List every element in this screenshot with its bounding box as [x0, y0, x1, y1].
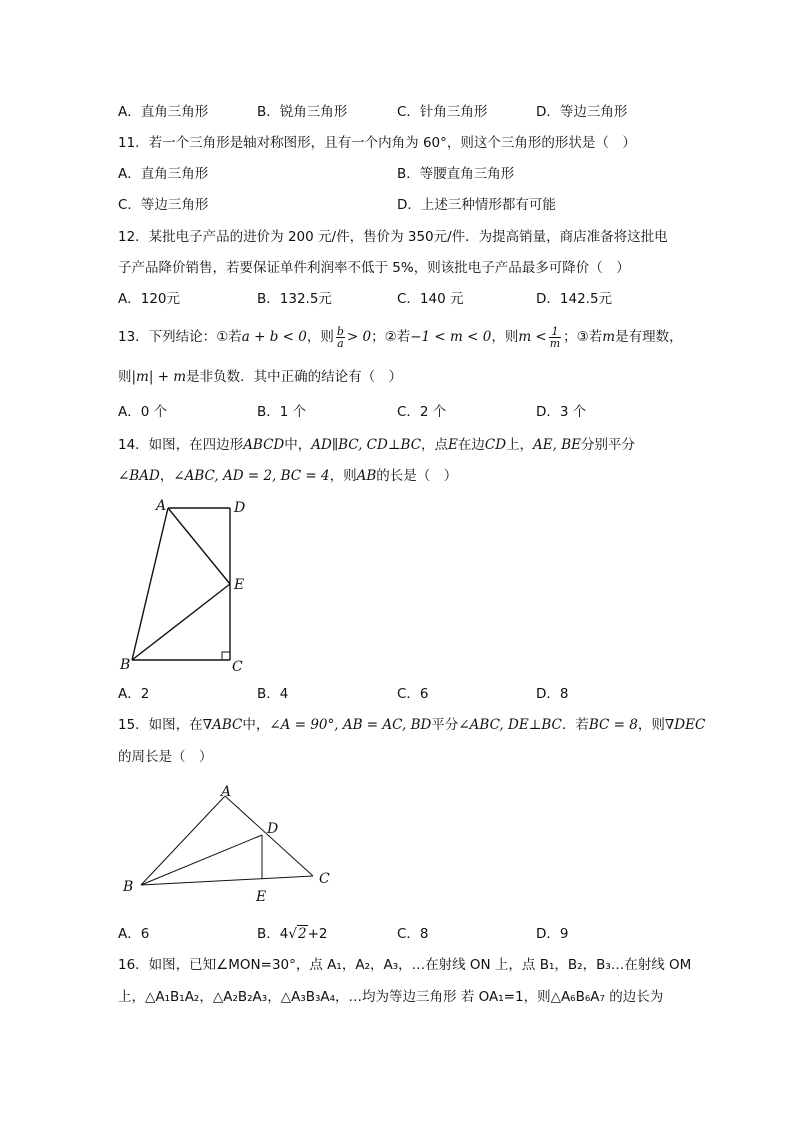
q12-option-d: D．142.5元 [536, 291, 613, 307]
q14-l1-c: ，点 [421, 437, 449, 453]
q14-option-c: C．6 [397, 686, 429, 702]
q13-prefix: 13．下列结论： [118, 329, 217, 345]
q15-option-b-suffix: +2 [307, 926, 328, 942]
q15-l1-m4: BC = 8 [588, 717, 638, 733]
q13-frac2-numerator: 1 [549, 326, 561, 338]
q13-part3-label: ；③若 [563, 329, 603, 345]
q14-l1-a: 14．如图，在四边形 [118, 437, 244, 453]
q10-option-a: A．直角三角形 [118, 104, 209, 120]
q15-option-a: A．6 [118, 926, 150, 942]
q15-l1-m5: ∇DEC [664, 717, 706, 733]
q15-l1-d: ．若 [561, 717, 589, 733]
q15-option-b-radicand: 2 [297, 926, 307, 942]
q13-option-a: A．0 个 [118, 404, 168, 420]
q14-option-a: A．2 [118, 686, 150, 702]
q14-l2-m3: AB [356, 468, 377, 484]
q13-part2-m: m < [518, 329, 547, 345]
q11-option-a: A．直角三角形 [118, 166, 209, 182]
q14-l1-m2: AD∥BC, CD⊥BC [311, 437, 422, 453]
q15-label-c: C [319, 871, 330, 887]
q14-l1-f: 分别平分 [581, 437, 636, 453]
q13-stem-line1 [118, 322, 683, 352]
q13-stem-line2 [118, 367, 402, 387]
q14-label-d: D [234, 500, 246, 516]
q15-stem-line2: 的周长是（ ） [118, 749, 213, 765]
q13-fraction-1-over-m [549, 326, 561, 349]
q13-fraction-b-over-a [336, 326, 345, 349]
q14-l2-m1: ∠BAD [118, 468, 160, 484]
q14-option-b: B．4 [257, 686, 289, 702]
q10-option-c: C．针角三角形 [397, 104, 488, 120]
q15-l1-m2: ∠A = 90°, AB = AC, BD [269, 717, 432, 733]
q13-frac2-denominator: m [549, 336, 561, 350]
sqrt-icon: √ [288, 926, 297, 942]
q13-part1-then: ，则 [306, 329, 334, 345]
q14-option-d: D．8 [536, 686, 569, 702]
q13-option-b: B．1 个 [257, 404, 307, 420]
q14-l1-b: 中， [284, 437, 312, 453]
q12-option-c: C．140 元 [397, 291, 464, 307]
q14-l1-d: 在边 [457, 437, 485, 453]
q14-stem-line2 [118, 466, 457, 486]
q13-frac1-numerator: b [336, 324, 344, 338]
q12-stem-line2: 子产品降价销售，若要保证单件利润率不低于 5%，则该批电子产品最多可降价（ ） [118, 260, 630, 276]
q10-option-d: D．等边三角形 [536, 104, 628, 120]
q11-option-b: B．等腰直角三角形 [397, 166, 515, 182]
q13-option-d: D．3 个 [536, 404, 587, 420]
q12-option-a: A．120元 [118, 291, 181, 307]
q16-stem-line2: 上，△A₁B₁A₂，△A₂B₂A₃，△A₃B₃A₄，…均为等边三角形 若 OA₁=1，则△A₆B₆A₇ 的边长为 [118, 989, 664, 1005]
q13-line2-suffix: 是非负数．其中正确的结论有（ ） [186, 369, 403, 385]
q15-option-c: C．8 [397, 926, 429, 942]
q15-option-b [257, 924, 327, 944]
q11-stem: 11．若一个三角形是轴对称图形，且有一个内角为 60°，则这个三角形的形状是（ ） [118, 135, 636, 151]
q15-l1-m3: ∠ABC, DE⊥BC [458, 717, 562, 733]
q13-part1-condition: a + b < 0 [241, 329, 307, 345]
q14-right-angle-mark [222, 652, 230, 660]
q13-frac1-denominator: a [337, 336, 344, 350]
q15-segment-bd [141, 835, 262, 885]
q14-l1-m1: ABCD [243, 437, 285, 453]
q14-l1-m5: AE, BE [533, 437, 582, 453]
q14-segment-ae [168, 508, 230, 584]
q15-side-bc [141, 876, 313, 885]
q12-option-b: B．132.5元 [257, 291, 332, 307]
q15-l1-e: ，则 [637, 717, 665, 733]
q14-l1-m4: CD [484, 437, 507, 453]
q15-l1-m1: ∇ABC [202, 717, 243, 733]
q15-option-b-prefix: B．4 [257, 926, 289, 942]
q13-part2-condition: −1 < m < 0 [410, 329, 492, 345]
q14-l2-c: 的长是（ ） [376, 468, 458, 484]
q13-part3-m: m [602, 329, 616, 345]
q14-l1-m3: E [448, 437, 458, 453]
q14-l2-b: ，则 [329, 468, 357, 484]
q13-part3-rest: 是有理数， [615, 329, 683, 345]
q13-part1-label: ①若 [216, 329, 242, 345]
q16-stem-line1: 16．如图，已知∠MON=30°，点 A₁，A₂，A₃，…在射线 ON 上，点 B₁，B₂，B₃…在射线 OM [118, 957, 692, 973]
q15-side-ab [141, 796, 225, 885]
q11-option-d: D．上述三种情形都有可能 [397, 197, 556, 213]
q15-l1-a: 15．如图，在 [118, 717, 203, 733]
q15-figure [115, 780, 340, 910]
q15-label-a: A [221, 784, 232, 800]
q13-part1-result: > 0 [346, 329, 372, 345]
q14-l1-e: 上， [506, 437, 534, 453]
q15-label-d: D [267, 821, 279, 837]
q11-option-c: C．等边三角形 [118, 197, 209, 213]
q10-option-b: B．锐角三角形 [257, 104, 348, 120]
q14-stem-line1 [118, 435, 635, 455]
q14-l2-m2: ∠ABC, AD = 2, BC = 4 [173, 468, 330, 484]
q14-label-e: E [234, 577, 245, 593]
q15-label-b: B [123, 879, 134, 895]
q13-part2-then: ，则 [491, 329, 519, 345]
q12-stem-line1: 12．某批电子产品的进价为 200 元/件，售价为 350元/件．为提高销量，商店准备将这批电 [118, 229, 668, 245]
q14-label-a: A [156, 498, 167, 514]
q14-side-ab [132, 508, 168, 660]
q14-l2-a: ， [159, 468, 174, 484]
q13-abs-expression: |m| + m [131, 369, 187, 385]
q15-option-d: D．9 [536, 926, 569, 942]
q15-l1-c: 平分 [431, 717, 459, 733]
q13-option-c: C．2 个 [397, 404, 447, 420]
q15-l1-b: 中， [242, 717, 270, 733]
q15-stem-line1 [118, 715, 705, 735]
q14-figure [110, 493, 260, 678]
q13-line2-prefix: 则 [118, 369, 132, 385]
q14-label-c: C [232, 659, 243, 675]
q15-label-e: E [256, 889, 267, 905]
q14-label-b: B [120, 657, 131, 673]
q13-part2-label: ；②若 [371, 329, 411, 345]
